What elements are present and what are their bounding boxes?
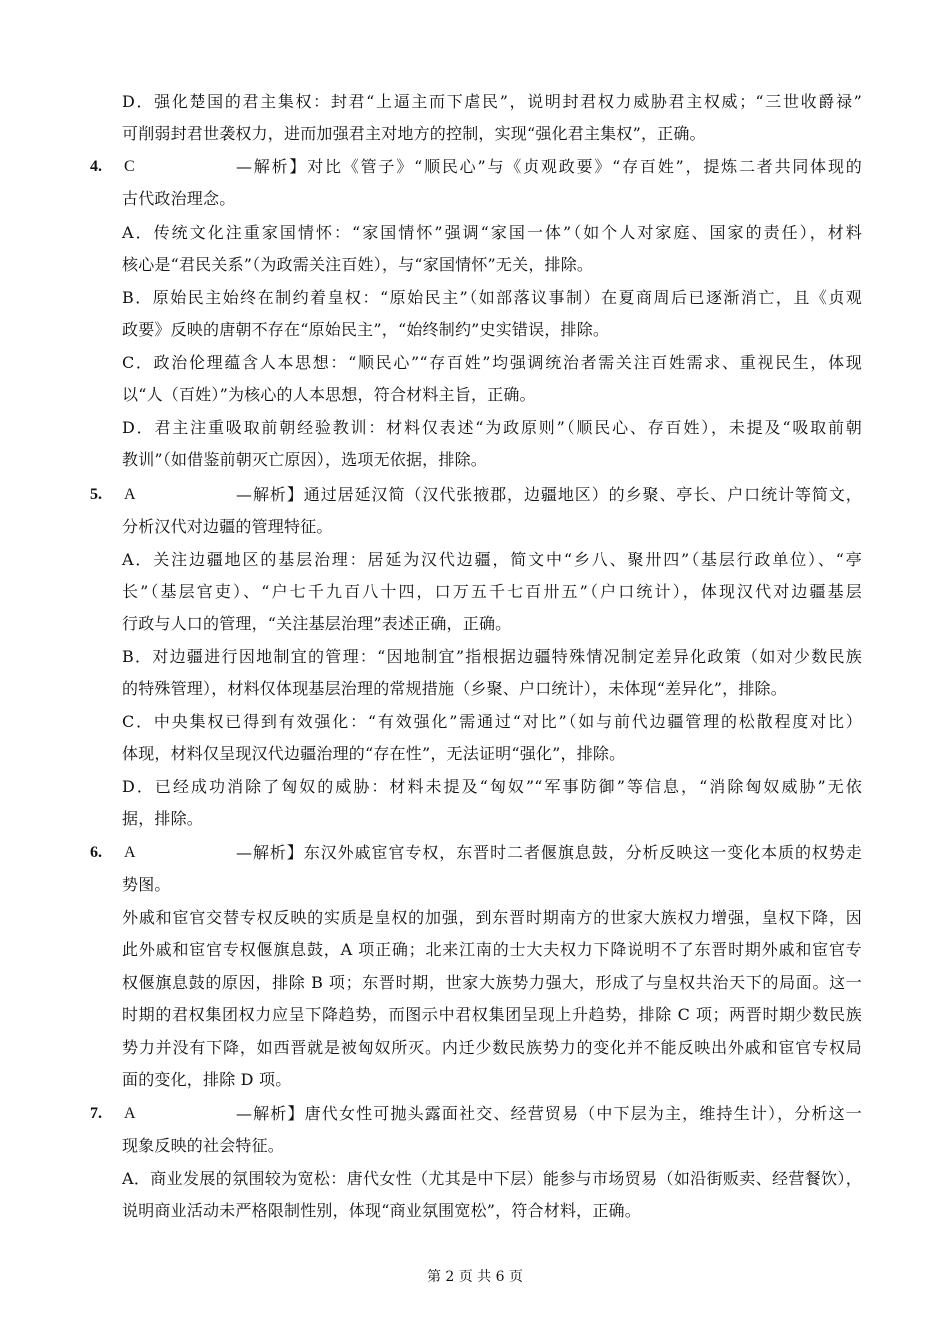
question-5-option-a-line-2: 长”（基层官吏）、“户七千九百八十四，口万五千七百卅五”（户口统计），体现汉代对边疆基层	[122, 582, 862, 601]
question-5-option-a-line-1: A．关注边疆地区的基层治理：居延为汉代边疆，简文中“乡八、聚卅四”（基层行政单位）、“亭	[122, 550, 862, 569]
question-6-body-line-3: 权偃旗息鼓的原因，排除 B 项；东晋时期，世家大族势力强大，形成了与皇权共治天下的局面。这一	[122, 973, 862, 992]
question-5-option-b-line-1: B．对边疆进行因地制宜的管理：“因地制宜”指根据边疆特殊情况制定差异化政策（如对少数民族	[122, 647, 862, 666]
question-5-option-d-line-2: 据，排除。	[122, 809, 204, 828]
question-7-option-a-line-2: 说明商业活动未严格限制性别，体现“商业氛围宽松”，符合材料，正确。	[122, 1201, 641, 1220]
question-6-body-line-4: 时期的君权集团权力应呈下降趋势，而图示中君权集团呈现上升趋势，排除 C 项；两晋时期少数民族	[122, 1005, 862, 1024]
question-6-analysis-line-2: 势图。	[122, 875, 171, 894]
question-7-number: 7.	[90, 1105, 102, 1122]
question-4-option-a-line-2: 核心是“君民关系”（为政需关注百姓），与“家国情怀”无关，排除。	[122, 255, 594, 274]
prev-option-d-line-2: 可削弱封君世袭权力，进而加强君主对地方的控制，实现“强化君主集权”，正确。	[122, 124, 706, 143]
question-7-answer: A	[124, 1105, 136, 1122]
question-6-analysis-line-1: —解析】东汉外戚宦官专权，东晋时二者偃旗息鼓，分析反映这一变化本质的权势走	[236, 843, 862, 862]
question-4-option-b-line-2: 政要》反映的唐朝不存在“原始民主”，“始终制约”史实错误，排除。	[122, 320, 610, 339]
question-5-option-c-line-1: C．中央集权已得到有效强化：“有效强化”需通过“对比”（如与前代边疆管理的松散程度对比）	[122, 712, 862, 731]
question-4-analysis-line-1: —解析】对比《管子》“顺民心”与《贞观政要》“存百姓”，提炼二者共同体现的	[236, 157, 862, 176]
question-5-number: 5.	[90, 486, 102, 503]
question-6-body-line-2: 此外戚和宦官专权偃旗息鼓，A 项正确；北来江南的士大夫权力下降说明不了东晋时期外戚和宦官专	[122, 940, 862, 959]
question-7-option-a-line-1: A．商业发展的氛围较为宽松：唐代女性（尤其是中下层）能参与市场贸易（如沿街贩卖、经营餐饮），	[122, 1169, 862, 1188]
question-4-option-c-line-1: C．政治伦理蕴含人本思想：“顺民心”“存百姓”均强调统治者需关注百姓需求、重视民生，体现	[122, 353, 862, 372]
question-4-option-d-line-2: 教训”（如借鉴前朝灭亡原因），选项无依据，排除。	[122, 450, 487, 469]
question-7-analysis-line-2: 现象反映的社会特征。	[122, 1136, 285, 1155]
question-6-answer: A	[124, 844, 136, 861]
question-4-option-d-line-1: D．君主注重吸取前朝经验教训：材料仅表述“为政原则”（顺民心、存百姓），未提及“吸取前朝	[122, 418, 862, 437]
question-6-number: 6.	[90, 844, 102, 861]
question-5-analysis-line-1: —解析】通过居延汉简（汉代张掖郡，边疆地区）的乡聚、亭长、户口统计等简文，	[236, 485, 862, 504]
question-5-option-b-line-2: 的特殊管理），材料仅体现基层治理的常规措施（乡聚、户口统计），未体现“差异化”，排除。	[122, 679, 787, 698]
question-7-analysis-line-1: —解析】唐代女性可抛头露面社交、经营贸易（中下层为主，维持生计），分析这一	[236, 1104, 862, 1123]
question-4-option-b-line-1: B．原始民主始终在制约着皇权：“原始民主”（如部落议事制）在夏商周后已逐渐消亡，且《贞观	[122, 288, 862, 307]
question-4-answer: C	[124, 158, 135, 175]
question-5-option-c-line-2: 体现，材料仅呈现汉代边疆治理的“存在性”，无法证明“强化”，排除。	[122, 744, 626, 763]
question-4-option-c-line-2: 以“人（百姓）”为核心的人本思想，符合材料主旨，正确。	[122, 385, 536, 404]
question-6-body-line-1: 外戚和宦官交替专权反映的实质是皇权的加强，到东晋时期南方的世家大族权力增强，皇权下降，因	[122, 908, 862, 927]
question-5-option-d-line-1: D．已经成功消除了匈奴的威胁：材料未提及“匈奴”“军事防御”等信息，“消除匈奴威胁”无依	[122, 777, 862, 796]
prev-option-d-line-1: D．强化楚国的君主集权：封君“上逼主而下虐民”，说明封君权力威胁君主权威；“三世收爵禄”	[122, 92, 862, 111]
question-5-answer: A	[124, 486, 136, 503]
question-4-analysis-line-2: 古代政治理念。	[122, 189, 236, 208]
question-6-body-line-6: 面的变化，排除 D 项。	[122, 1070, 292, 1089]
question-4-number: 4.	[90, 158, 102, 175]
question-4-option-a-line-1: A．传统文化注重家国情怀：“家国情怀”强调“家国一体”（如个人对家庭、国家的责任），材料	[122, 223, 862, 242]
page-footer: 第 2 页 共 6 页	[426, 1269, 524, 1285]
question-5-option-a-line-3: 行政与人口的管理，“关注基层治理”表述正确，正确。	[122, 614, 512, 633]
question-6-body-line-5: 势力并没有下降，如西晋就是被匈奴所灭。内迁少数民族势力的变化并不能反映出外戚和宦官专权局	[122, 1038, 862, 1057]
question-5-analysis-line-2: 分析汉代对边疆的管理特征。	[122, 517, 333, 536]
